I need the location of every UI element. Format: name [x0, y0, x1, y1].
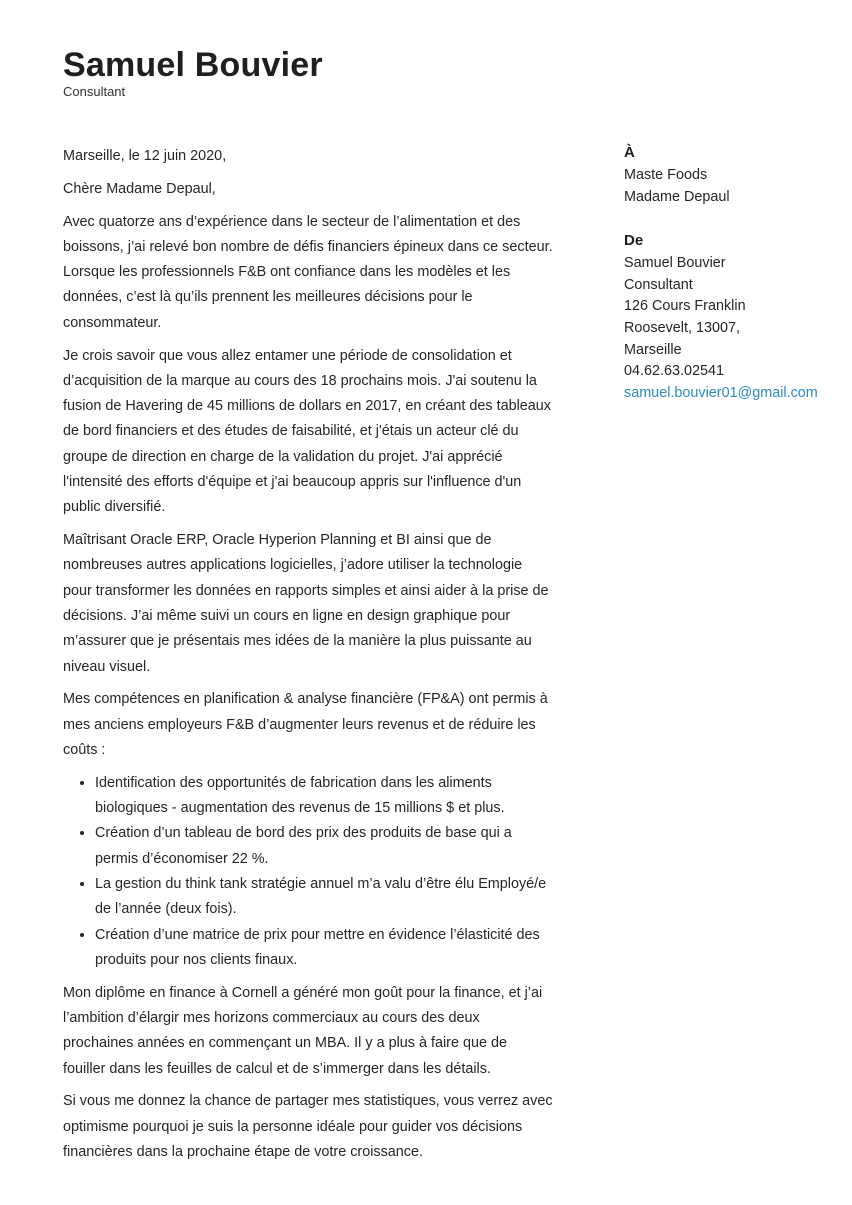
achievements-list	[63, 771, 553, 973]
sender-city: Roosevelt, 13007,	[624, 319, 741, 336]
paragraph-1: Avec quatorze ans d’expérience dans le secteur de l’alimentation et des boissons, j’ai relevé bon nombre de défis financiers épineux dans ce secteur. Lorsque les professionnels F&B ont confiance dans les modèles et les données, c’est là qu’ils prennent les meilleures décisions pour le consommateur.	[63, 213, 553, 331]
list-item: • La gestion du think tank stratégie annuel m’a valu d’être élu Employé/e de l’année (deux fois).	[95, 872, 553, 923]
sender-name-title: Samuel Bouvier	[63, 46, 323, 84]
letter-date: Marseille, le 12 juin 2020,	[63, 148, 227, 164]
paragraph-5: Mon diplôme en finance à Cornell a généré mon goût pour la finance, et j’ai l’ambition d’élargir mes horizons commerciaux au cours des deux prochaines années en commençant un MBA. Il y a plus à faire que de fouiller dans les feuilles de calcul et de s’immerger dans les détails.	[63, 984, 543, 1077]
recipient-company: Maste Foods	[624, 167, 708, 183]
sender-heading: De	[624, 232, 644, 250]
sender-street: 126 Cours Franklin	[624, 298, 746, 315]
sender-phone: 04.62.63.02541	[624, 363, 725, 380]
letter-body	[63, 144, 553, 1173]
recipient-block	[624, 141, 844, 208]
paragraph-3: Maîtrisant Oracle ERP, Oracle Hyperion Planning et BI ainsi que de nombreuses autres applications logicielles, j’adore utiliser la technologie pour transformer les données en rapports simples et ainsi aider à la prise de décisions. J’ai même suivi un cours en ligne en design graphique pour m’assurer que je présentais mes idées de la manière la plus puissante au niveau visuel.	[63, 532, 549, 675]
address-sidebar	[624, 141, 844, 425]
recipient-name: Madame Depaul	[624, 188, 730, 205]
sender-email-link[interactable]: samuel.bouvier01@gmail.com	[624, 384, 818, 401]
sender-name: Samuel Bouvier	[624, 255, 726, 272]
paragraph-6: Si vous me donnez la chance de partager mes statistiques, vous verrez avec optimisme pourquoi je suis la personne idéale pour guider vos décisions financières dans la prochaine étape de votre croissance.	[63, 1093, 553, 1160]
sender-block	[624, 229, 844, 404]
paragraph-2: Je crois savoir que vous allez entamer une période de consolidation et d’acquisition de la marque au cours des 18 prochains mois. J'ai soutenu la fusion de Havering de 45 millions de dollars en 2017, en créant des tableaux de bord financiers et des études de faisabilité, et j'étais un acteur clé du groupe de direction en charge de la validation du projet. J'ai apprécié l'intensité des efforts d'équipe et j'ai beaucoup appris sur l'influence d'un public diversifié.	[63, 347, 551, 516]
sender-town: Marseille	[624, 341, 682, 358]
list-item: • Création d’un tableau de bord des prix des produits de base qui a permis d’économiser 22 %.	[95, 821, 553, 872]
list-item: • Création d’une matrice de prix pour mettre en évidence l’élasticité des produits pour nos clients finaux.	[95, 923, 553, 974]
sender-role: Consultant	[63, 84, 126, 99]
recipient-heading: À	[624, 144, 635, 161]
list-item: • Identification des opportunités de fabrication dans les aliments biologiques - augmentation des revenus de 15 millions $ et plus.	[95, 771, 553, 822]
letter-header	[63, 44, 323, 100]
letter-greeting: Chère Madame Depaul,	[63, 180, 216, 197]
paragraph-4: Mes compétences en planification & analyse financière (FP&A) ont permis à mes anciens employeurs F&B d’augmenter leurs revenus et de réduire les coûts :	[63, 691, 548, 759]
sender-title: Consultant	[624, 276, 693, 293]
